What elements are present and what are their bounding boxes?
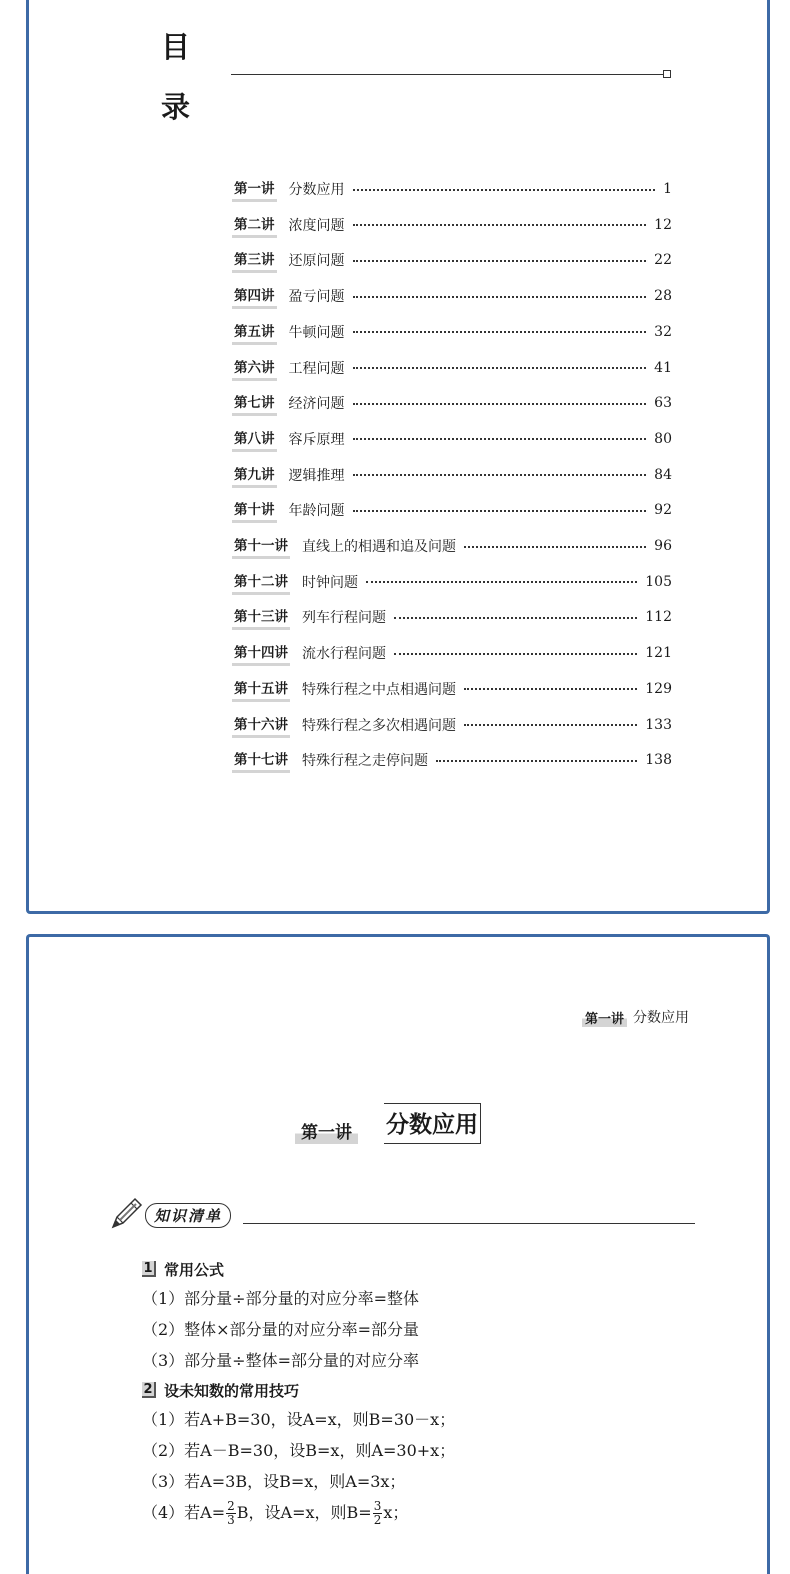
- toc-entry-page: 63: [654, 395, 672, 412]
- toc-entry-title: 分数应用: [288, 182, 345, 198]
- section-rule: [243, 1223, 695, 1224]
- toc-entry-chapter: 第十四讲: [232, 640, 290, 666]
- toc-entry-page: 80: [654, 430, 672, 447]
- toc-entry: [232, 641, 672, 665]
- toc-entry-leader-dots: [464, 687, 637, 690]
- fraction-three-halves: [373, 1500, 383, 1527]
- toc-entry-chapter: 第十六讲: [232, 712, 290, 738]
- toc-entry-chapter: 第十二讲: [232, 569, 290, 595]
- toc-page: [26, 0, 770, 914]
- toc-entry-leader-dots: [353, 330, 647, 333]
- technique-line-4-prefix: （4）若A=: [142, 1503, 226, 1522]
- toc-entry-leader-dots: [353, 402, 647, 405]
- toc-entry: [232, 284, 672, 308]
- toc-entry-leader-dots: [366, 580, 637, 583]
- toc-entry-leader-dots: [436, 759, 637, 762]
- toc-entry-chapter: 第十一讲: [232, 533, 290, 559]
- toc-entry-leader-dots: [353, 473, 647, 476]
- toc-entry: [232, 570, 672, 594]
- toc-entry-chapter: 第三讲: [232, 247, 277, 273]
- toc-entry-page: 112: [645, 609, 672, 626]
- toc-entry-title: 列车行程问题: [302, 610, 386, 627]
- toc-entry-leader-dots: [394, 616, 637, 619]
- technique-line-1: （1）若A+B=30，设A=x，则B=30－x；: [142, 1410, 456, 1429]
- lecture-heading: [295, 1103, 481, 1144]
- toc-entry-chapter: 第十七讲: [232, 747, 290, 773]
- technique-line-3: （3）若A=3B，设B=x，则A=3x；: [142, 1472, 406, 1491]
- toc-entry-title: 容斥原理: [288, 431, 345, 448]
- technique-line-4: [142, 1497, 702, 1528]
- toc-entry-title: 盈亏问题: [288, 289, 345, 306]
- toc-entry: [232, 427, 672, 451]
- toc-entry: [232, 177, 672, 201]
- toc-entry-title: 浓度问题: [288, 217, 345, 234]
- toc-entry-leader-dots: [353, 259, 647, 262]
- running-head-chapter: 第一讲: [582, 1008, 627, 1027]
- toc-entry-chapter: 第五讲: [232, 319, 277, 345]
- formula-line-2: （2）整体×部分量的对应分率=部分量: [142, 1320, 419, 1339]
- technique-line-2: （2）若A－B=30，设B=x，则A=30+x；: [142, 1441, 456, 1460]
- subhead-number-2: 2: [142, 1382, 156, 1398]
- toc-entry-page: 96: [654, 538, 672, 554]
- toc-entry: [232, 748, 672, 772]
- toc-entry-title: 工程问题: [288, 360, 345, 377]
- toc-entry-chapter: 第九讲: [232, 462, 277, 488]
- toc-entry-title: 特殊行程之中点相遇问题: [302, 681, 456, 698]
- lecture-heading-chapter: 第一讲: [295, 1118, 358, 1144]
- running-head: [582, 1007, 689, 1027]
- toc-entry-title: 经济问题: [288, 396, 345, 413]
- toc-entry-title: 牛顿问题: [288, 324, 345, 341]
- toc-entry-page: 129: [645, 680, 672, 697]
- formula-line-1: （1）部分量÷部分量的对应分率=整体: [142, 1289, 419, 1308]
- fraction-2-denominator: 2: [373, 1513, 382, 1527]
- toc-entry: [232, 677, 672, 701]
- toc-entry-leader-dots: [394, 652, 637, 655]
- toc-entry-chapter: 第七讲: [232, 390, 277, 416]
- toc-entry-leader-dots: [464, 545, 646, 548]
- technique-line-4-suffix: x；: [383, 1503, 409, 1522]
- knowledge-content: [142, 1255, 702, 1528]
- toc-entry-page: 12: [654, 216, 672, 233]
- toc-entry: [232, 248, 672, 272]
- toc-entry-chapter: 第十讲: [232, 497, 277, 523]
- toc-entry-leader-dots: [353, 509, 647, 512]
- title-rule-end-square: [663, 70, 671, 78]
- section-badge: 知识清单: [145, 1203, 231, 1228]
- toc-entry-chapter: 第八讲: [232, 426, 277, 452]
- toc-entry-leader-dots: [353, 437, 647, 440]
- toc-entry-chapter: 第四讲: [232, 283, 277, 309]
- subhead-formulas: [142, 1255, 702, 1283]
- toc-entry-chapter: 第二讲: [232, 212, 277, 238]
- fraction-1-denominator: 3: [227, 1513, 235, 1527]
- toc-entry: [232, 534, 672, 558]
- technique-line-4-middle: B，设A=x，则B=: [236, 1503, 372, 1522]
- lecture-page: [26, 934, 770, 1574]
- toc-entry-title: 还原问题: [288, 253, 345, 270]
- toc-entry-chapter: 第十三讲: [232, 604, 290, 630]
- toc-entry-leader-dots: [464, 723, 637, 726]
- toc-entry-page: 32: [654, 323, 672, 340]
- toc-entry-leader-dots: [353, 366, 647, 369]
- toc-entry-page: 28: [654, 288, 672, 305]
- subhead-unknowns: [142, 1376, 702, 1404]
- subhead-number-1: 1: [142, 1261, 156, 1277]
- toc-entry-chapter: 第六讲: [232, 355, 277, 381]
- toc-entry-page: 105: [645, 573, 672, 590]
- toc-entry-page: 133: [645, 716, 672, 733]
- section-header: [109, 1195, 695, 1231]
- pen-icon: [109, 1195, 145, 1235]
- toc-entry-chapter: 第一讲: [232, 176, 277, 202]
- toc-entry: [232, 498, 672, 522]
- toc-title-char-2: 录: [161, 90, 191, 124]
- toc-entry: [232, 391, 672, 415]
- toc-entry-page: 1: [663, 181, 672, 197]
- toc-entry: [232, 713, 672, 737]
- subhead-title-1: 常用公式: [164, 1260, 225, 1279]
- toc-entry-leader-dots: [353, 295, 647, 298]
- toc-entry: [232, 605, 672, 629]
- toc-entry-page: 22: [654, 252, 672, 269]
- formula-line-3: （3）部分量÷整体=部分量的对应分率: [142, 1351, 419, 1370]
- fraction-two-thirds: [226, 1500, 236, 1527]
- toc-entry-page: 41: [654, 359, 672, 376]
- toc-entry: [232, 356, 672, 380]
- toc-entry-title: 直线上的相遇和追及问题: [302, 539, 456, 555]
- toc-entry-page: 138: [645, 752, 672, 769]
- toc-entry-title: 逻辑推理: [288, 467, 345, 484]
- toc-entry: [232, 320, 672, 344]
- fraction-1-numerator: 2: [227, 1499, 235, 1513]
- toc-entry-title: 流水行程问题: [302, 646, 386, 663]
- title-rule: [231, 74, 667, 75]
- fraction-2-numerator: 3: [373, 1499, 382, 1513]
- toc-entry-chapter: 第十五讲: [232, 676, 290, 702]
- toc-entry-leader-dots: [353, 188, 656, 191]
- toc-entry-page: 84: [654, 466, 672, 483]
- toc-entry-leader-dots: [353, 223, 647, 226]
- toc-entry-title: 时钟问题: [302, 574, 358, 591]
- running-head-title: 分数应用: [633, 1010, 689, 1026]
- toc-entry-title: 特殊行程之多次相遇问题: [302, 717, 456, 734]
- toc-entry: [232, 213, 672, 237]
- lecture-heading-title: 分数应用: [384, 1103, 481, 1144]
- subhead-title-2: 设未知数的常用技巧: [164, 1381, 300, 1400]
- toc-entry: [232, 463, 672, 487]
- toc-entry-page: 92: [654, 502, 672, 519]
- toc-entry-title: 特殊行程之走停问题: [302, 753, 428, 770]
- toc-title-char-1: 目: [161, 30, 191, 64]
- toc-entry-page: 121: [645, 645, 672, 662]
- toc-entry-title: 年龄问题: [288, 503, 345, 520]
